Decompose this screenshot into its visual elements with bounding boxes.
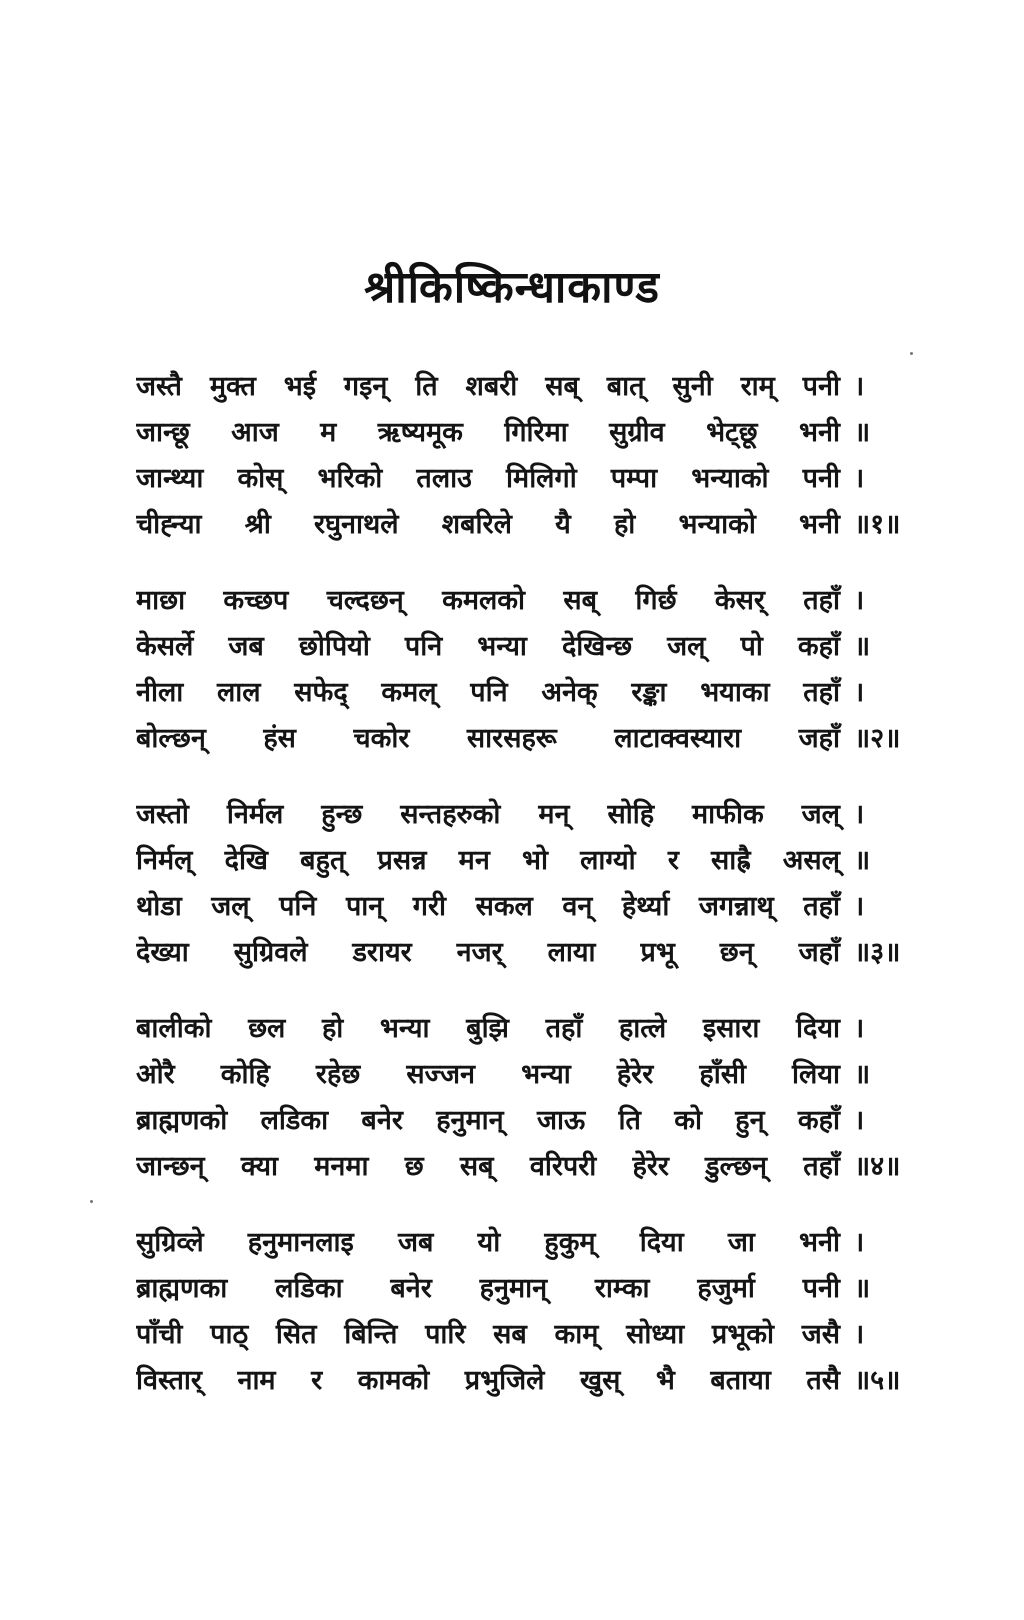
verse-line xyxy=(136,716,906,762)
verse-line xyxy=(136,456,906,502)
stanza-3 xyxy=(136,792,906,976)
verse-text: बोल्छन् हंस चकोर सारसहरू लाटाक्वस्यारा जहाँ xyxy=(136,723,840,754)
verse-text: माछा कच्छप चल्दछन् कमलको सब् गिर्छ केसर् तहाँ xyxy=(136,585,840,616)
verse-text: थोडा जल् पनि पान् गरी सकल वन् हेर्थ्या जगन्नाथ् तहाँ xyxy=(136,891,841,922)
verse-number: ॥५॥ xyxy=(854,1365,901,1396)
verse-mark: । xyxy=(854,891,865,922)
verse-text: जस्तै मुक्त भई गइन् ति शबरी सब् बात् सुनी राम् पनी xyxy=(136,371,840,402)
verse-mark: ॥ xyxy=(854,631,871,662)
verse-text: बालीको छल हो भन्या बुझि तहाँ हात्ले इसारा दिया xyxy=(136,1013,840,1044)
verse-mark: । xyxy=(854,1227,865,1258)
chapter-title: श्रीकिष्किन्धाकाण्ड xyxy=(364,262,660,313)
verse-number: ॥४॥ xyxy=(854,1151,901,1182)
verse-text: ब्राह्मणका लडिका बनेर हनुमान् राम्का हजुर्मा पनी xyxy=(136,1273,840,1304)
verse-line xyxy=(136,792,906,838)
verse-mark: ॥ xyxy=(854,1059,871,1090)
verse-mark: । xyxy=(854,677,865,708)
verse-text: जान्छू आज म ऋष्यमूक गिरिमा सुग्रीव भेट्छू भनी xyxy=(136,417,840,448)
verse-text: सुग्रिव्ले हनुमानलाइ जब यो हुकुम् दिया जा भनी xyxy=(136,1227,840,1258)
verse-text: जान्छन् क्या मनमा छ सब् वरिपरी हेरेर डुल्छन् तहाँ xyxy=(136,1151,840,1182)
verse-line xyxy=(136,410,906,456)
verse-mark: । xyxy=(854,799,865,830)
verse-text: चीह्न्या श्री रघुनाथले शबरिले यै हो भन्याको भनी xyxy=(136,509,840,540)
scan-speck xyxy=(910,352,913,355)
verse-line xyxy=(136,838,906,884)
verse-line xyxy=(136,578,906,624)
verse-line xyxy=(136,1312,906,1358)
verse-text: पाँची पाठ् सित बिन्ति पारि सब काम् सोध्या प्रभूको जसै xyxy=(136,1319,840,1350)
verse-text: जस्तो निर्मल हुन्छ सन्तहरुको मन् सोहि माफीक जल् xyxy=(136,799,840,830)
stanza-1 xyxy=(136,364,906,548)
verse-number: ॥२॥ xyxy=(854,723,901,754)
verse-mark: । xyxy=(854,585,865,616)
verse-line xyxy=(136,1266,906,1312)
verse-text: केसर्ले जब छोपियो पनि भन्या देखिन्छ जल् पो कहाँ xyxy=(136,631,840,662)
verse-mark: ॥ xyxy=(854,845,871,876)
verse-text: जान्थ्या कोस् भरिको तलाउ मिलिगो पम्पा भन्याको पनी xyxy=(136,463,840,494)
verse-line xyxy=(136,1052,906,1098)
verse-text: नीला लाल सफेद् कमल् पनि अनेक् रङ्का भयाका तहाँ xyxy=(136,677,840,708)
verse-number: ॥३॥ xyxy=(854,937,901,968)
verse-mark: । xyxy=(854,463,865,494)
stanza-5 xyxy=(136,1220,906,1404)
verse-line xyxy=(136,930,906,976)
stanza-4 xyxy=(136,1006,906,1190)
verse-line xyxy=(136,670,906,716)
stanza-2 xyxy=(136,578,906,762)
verse-line xyxy=(136,1098,906,1144)
verse-line xyxy=(136,1144,906,1190)
verse-mark: ॥ xyxy=(854,1273,871,1304)
verse-line xyxy=(136,1358,906,1404)
verse-text: देख्या सुग्रिवले डरायर नजर् लाया प्रभू छन् जहाँ xyxy=(136,937,840,968)
verse-line xyxy=(136,502,906,548)
verse-line xyxy=(136,884,906,930)
verse-line xyxy=(136,1220,906,1266)
scan-speck xyxy=(90,1200,93,1203)
verse-text: ओरै कोहि रहेछ सज्जन भन्या हेरेर हाँसी लिया xyxy=(136,1059,840,1090)
verse-text: ब्राह्मणको लडिका बनेर हनुमान् जाऊ ति को हुन् कहाँ xyxy=(136,1105,840,1136)
verse-text: निर्मल् देखि बहुत् प्रसन्न मन भो लाग्यो र साह्रै असल् xyxy=(136,845,840,876)
verse-container xyxy=(136,364,906,1434)
verse-mark: । xyxy=(854,1319,865,1350)
verse-line xyxy=(136,1006,906,1052)
verse-mark: । xyxy=(854,1105,865,1136)
verse-text: विस्तार् नाम र कामको प्रभुजिले खुस् भै बताया तसै xyxy=(136,1365,840,1396)
verse-number: ॥१॥ xyxy=(854,509,901,540)
verse-line xyxy=(136,364,906,410)
verse-mark: । xyxy=(854,371,865,402)
verse-line xyxy=(136,624,906,670)
verse-mark: ॥ xyxy=(854,417,871,448)
verse-mark: । xyxy=(854,1013,865,1044)
